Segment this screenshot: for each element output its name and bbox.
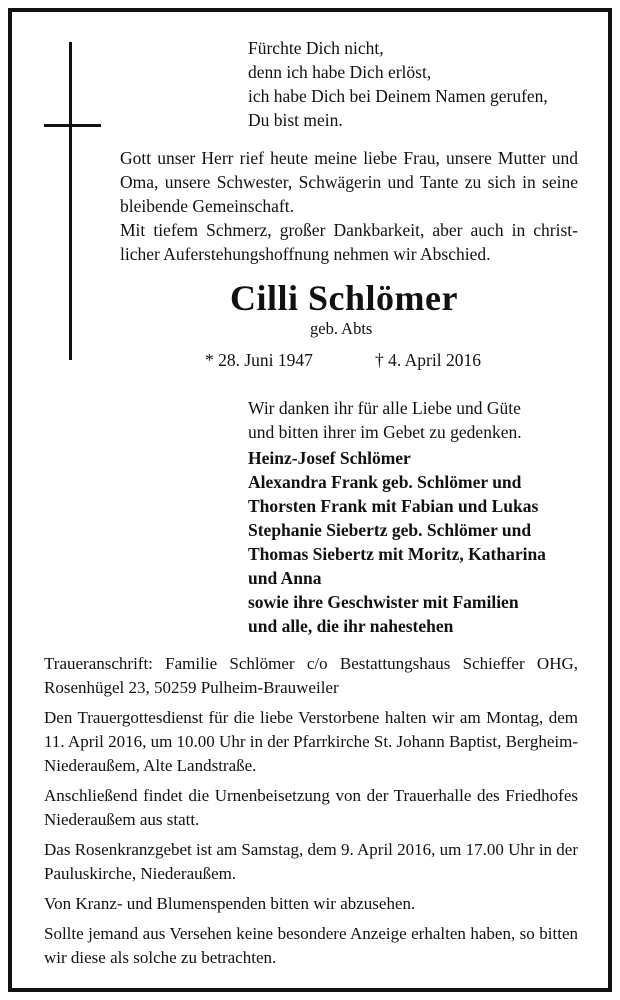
bible-verse — [248, 36, 548, 132]
intro-text — [120, 146, 578, 266]
family-line: und alle, die ihr nahestehen — [248, 616, 454, 636]
intro-paragraph: Mit tiefem Schmerz, großer Dankbarkeit, aber auch in christlicher Auferstehungshoffnung nehmen wir Abschied. — [120, 220, 578, 264]
verse-line: Du bist mein. — [248, 110, 343, 130]
thanks-line: Wir danken ihr für alle Liebe und Güte — [248, 398, 521, 418]
funeral-service: Den Trauergottesdienst für die liebe Verstorbene halten wir am Montag, dem 11. April 2016, um 10.00 Uhr in der Pfarrkirche St. Johann Baptist, Bergheim-Niederaußem, Alte Landstraße. — [44, 708, 579, 775]
rosary-prayer: Das Rosenkranzgebet ist am Samstag, dem 9. April 2016, um 17.00 Uhr in der Pauluskirche, Niederaußem. — [44, 840, 578, 883]
verse-line: ich habe Dich bei Deinem Namen gerufen, — [248, 86, 548, 106]
family-line: Thorsten Frank mit Fabian und Lukas — [248, 496, 539, 516]
family-line: Stephanie Siebertz geb. Schlömer und — [248, 520, 532, 540]
notice-note: Sollte jemand aus Versehen keine besondere Anzeige erhalten haben, so bitten wir diese als solche zu betrachten. — [44, 924, 578, 967]
family-line: sowie ihre Geschwister mit Familien — [248, 592, 519, 612]
family-line: Thomas Siebertz mit Moritz, Katharina — [248, 544, 546, 564]
thanks-line: und bitten ihrer im Gebet zu gedenken. — [248, 422, 522, 442]
family-list — [248, 446, 546, 638]
death-date: † 4. April 2016 — [375, 350, 481, 370]
verse-line: denn ich habe Dich erlöst, — [248, 62, 432, 82]
birth-date: * 28. Juni 1947 — [205, 350, 313, 370]
service-info — [44, 652, 578, 976]
family-line: und Anna — [248, 568, 322, 588]
intro-paragraph: Gott unser Herr rief heute meine liebe Frau, unsere Mutter und Oma, unsere Schwester, Schwägerin und Tante zu sich in seine bleibende Gemeinschaft. — [120, 148, 578, 216]
maiden-name: geb. Abts — [310, 319, 373, 338]
family-line: Alexandra Frank geb. Schlömer und — [248, 472, 522, 492]
verse-line: Fürchte Dich nicht, — [248, 38, 384, 58]
cross-horizontal-bar — [44, 124, 101, 127]
mourning-address: Traueranschrift: Familie Schlömer c/o Bestattungshaus Schieffer OHG, Rosenhügel 23, 50259 Pulheim-Brauweiler — [44, 654, 578, 697]
urn-burial: Anschließend findet die Urnenbeisetzung von der Trauerhalle des Friedhofes Niederaußem aus statt. — [44, 786, 578, 829]
thanks-text — [248, 396, 522, 444]
deceased-name: Cilli Schlömer — [230, 278, 458, 318]
flower-note: Von Kranz- und Blumenspenden bitten wir abzusehen. — [44, 894, 416, 913]
family-line: Heinz-Josef Schlömer — [248, 448, 411, 468]
